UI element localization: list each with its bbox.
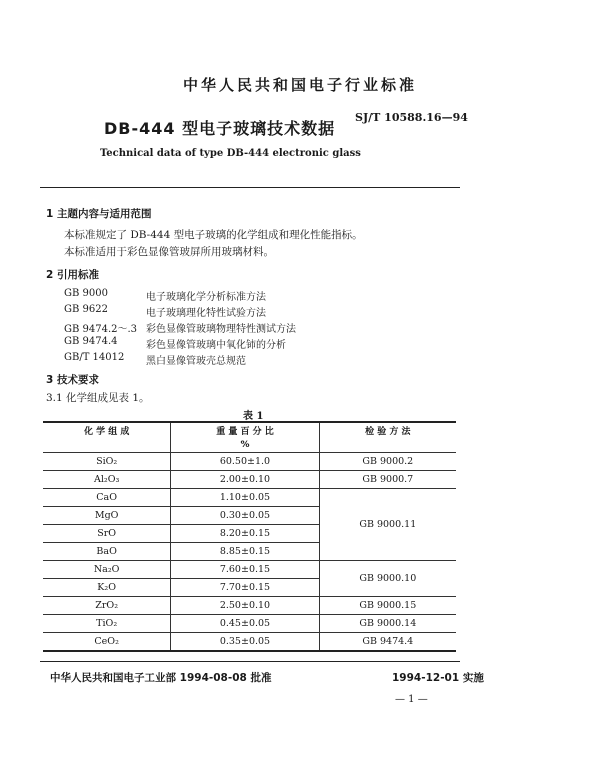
- value-cell: 60.50±1.0: [171, 453, 319, 471]
- reference-name: 彩色显像管玻璃物理特性测试方法: [146, 324, 296, 335]
- value-cell: 1.10±0.05: [171, 489, 319, 507]
- chemical-composition-table: [43, 421, 456, 652]
- method-cell: GB 9000.7: [319, 471, 456, 489]
- section-1-line-1: 本标准规定了 DB-444 型电子玻璃的化学组成和理化性能指标。: [64, 229, 363, 241]
- reference-code: GB 9622: [64, 304, 108, 315]
- reference-item: [64, 320, 444, 334]
- header-method: 检 验 方 法: [319, 422, 456, 453]
- value-cell: 0.30±0.05: [171, 507, 319, 525]
- component-cell: ZrO₂: [43, 597, 171, 615]
- implementation-date: 1994-12-01 实施: [392, 672, 484, 684]
- value-cell: 7.60±0.15: [171, 561, 319, 579]
- table-caption: 表 1: [243, 411, 264, 422]
- table-row: [43, 453, 456, 471]
- component-cell: Al₂O₃: [43, 471, 171, 489]
- component-cell: TiO₂: [43, 615, 171, 633]
- component-cell: K₂O: [43, 579, 171, 597]
- section-1-line-2: 本标准适用于彩色显像管玻屏所用玻璃材料。: [64, 246, 274, 258]
- method-cell: GB 9474.4: [319, 633, 456, 652]
- value-cell: 2.00±0.10: [171, 471, 319, 489]
- document-title-english: Technical data of type DB-444 electronic glass: [100, 148, 361, 159]
- reference-name: 电子玻璃化学分析标准方法: [146, 292, 266, 303]
- section-3-1-text: 3.1 化学组成见表 1。: [46, 392, 150, 404]
- issuing-organization: 中华人民共和国电子行业标准: [182, 76, 417, 94]
- standard-number: SJ/T 10588.16—94: [355, 111, 468, 124]
- reference-item: [64, 336, 444, 350]
- page-number: — 1 —: [395, 694, 428, 705]
- value-cell: 2.50±0.10: [171, 597, 319, 615]
- value-cell: 0.45±0.05: [171, 615, 319, 633]
- approval-statement: 中华人民共和国电子工业部 1994-08-08 批准: [50, 672, 272, 684]
- table-row: [43, 597, 456, 615]
- table-row: [43, 489, 456, 507]
- table-row: [43, 561, 456, 579]
- header-percent: 重 量 百 分 比 %: [171, 422, 319, 453]
- method-cell: GB 9000.15: [319, 597, 456, 615]
- value-cell: 8.85±0.15: [171, 543, 319, 561]
- header-divider: [40, 187, 460, 188]
- table-row: [43, 615, 456, 633]
- document-title: DB-444 型电子玻璃技术数据: [104, 119, 336, 138]
- table-row: [43, 471, 456, 489]
- section-1-title: 1 主题内容与适用范围: [46, 208, 152, 220]
- method-cell: GB 9000.10: [319, 561, 456, 597]
- method-cell: GB 9000.11: [319, 489, 456, 561]
- reference-code: GB 9000: [64, 288, 108, 299]
- reference-code: GB 9474.2～.3: [64, 324, 138, 335]
- reference-name: 电子玻璃理化特性试验方法: [146, 308, 266, 319]
- component-cell: MgO: [43, 507, 171, 525]
- method-cell: GB 9000.14: [319, 615, 456, 633]
- reference-item: [64, 288, 444, 302]
- method-cell: GB 9000.2: [319, 453, 456, 471]
- component-cell: Na₂O: [43, 561, 171, 579]
- section-3-title: 3 技术要求: [46, 374, 99, 386]
- component-cell: CeO₂: [43, 633, 171, 652]
- value-cell: 8.20±0.15: [171, 525, 319, 543]
- component-cell: SrO: [43, 525, 171, 543]
- reference-item: [64, 304, 444, 318]
- component-cell: CaO: [43, 489, 171, 507]
- reference-item: [64, 352, 444, 366]
- component-cell: SiO₂: [43, 453, 171, 471]
- reference-name: 彩色显像管玻璃中氧化铈的分析: [146, 340, 286, 351]
- value-cell: 7.70±0.15: [171, 579, 319, 597]
- footer-divider: [40, 661, 460, 662]
- reference-name: 黑白显像管玻壳总规范: [146, 356, 246, 367]
- table-row: [43, 633, 456, 652]
- section-2-title: 2 引用标准: [46, 269, 99, 281]
- reference-code: GB/T 14012: [64, 352, 125, 363]
- reference-code: GB 9474.4: [64, 336, 118, 347]
- header-component: 化 学 组 成: [43, 422, 171, 453]
- component-cell: BaO: [43, 543, 171, 561]
- value-cell: 0.35±0.05: [171, 633, 319, 652]
